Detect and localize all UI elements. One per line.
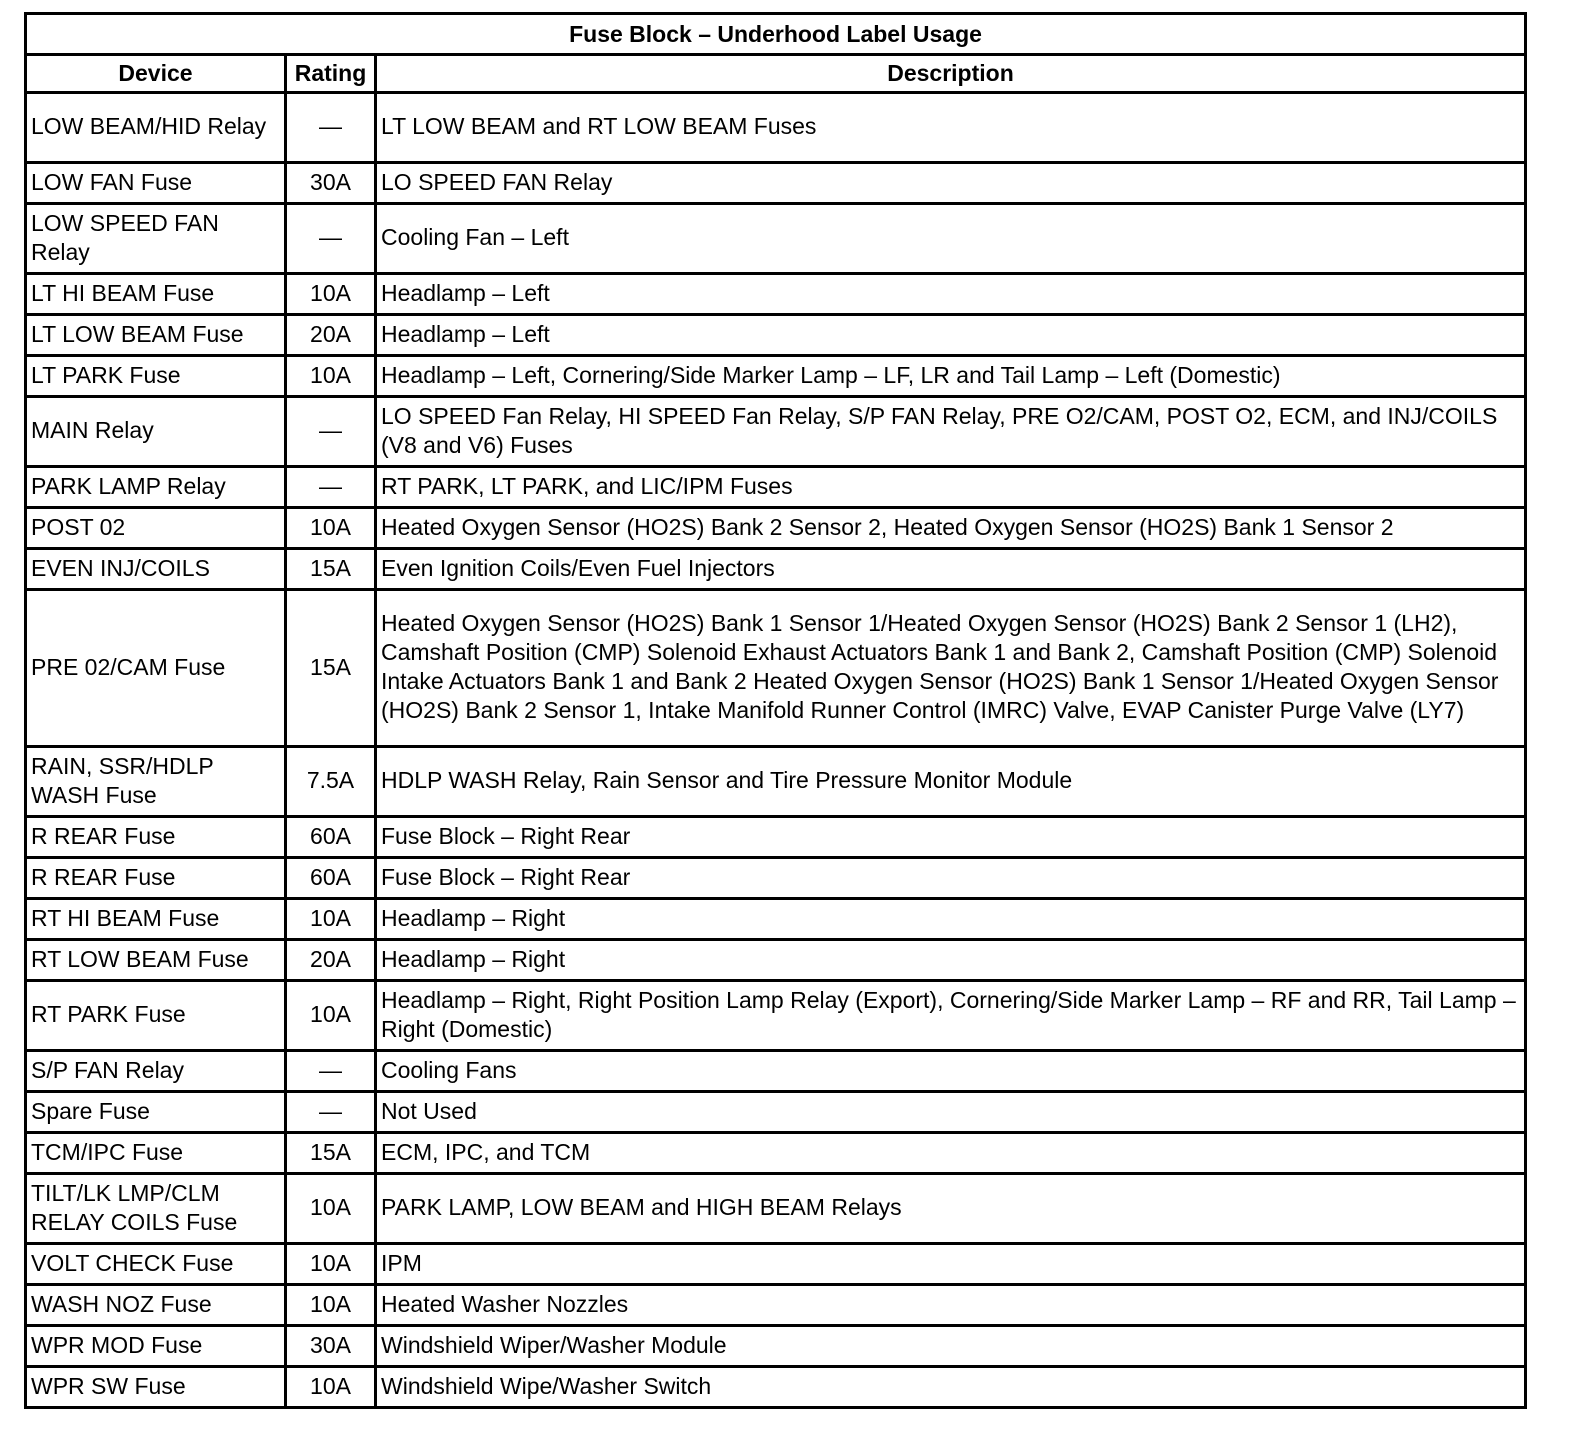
description-cell: Heated Oxygen Sensor (HO2S) Bank 2 Sensor 2, Heated Oxygen Sensor (HO2S) Bank 1 Sensor 2 bbox=[376, 508, 1526, 549]
rating-cell: — bbox=[286, 1092, 376, 1133]
device-cell: RT PARK Fuse bbox=[26, 981, 286, 1051]
table-row bbox=[26, 356, 1526, 397]
device-cell: R REAR Fuse bbox=[26, 858, 286, 899]
column-header-row bbox=[26, 55, 1526, 93]
fuse-usage-table bbox=[24, 12, 1527, 1409]
description-cell: Windshield Wipe/Washer Switch bbox=[376, 1367, 1526, 1408]
rating-cell: 20A bbox=[286, 940, 376, 981]
rating-cell: 10A bbox=[286, 1367, 376, 1408]
table-row bbox=[26, 1174, 1526, 1244]
device-cell: RT HI BEAM Fuse bbox=[26, 899, 286, 940]
rating-cell: — bbox=[286, 397, 376, 467]
description-cell: ECM, IPC, and TCM bbox=[376, 1133, 1526, 1174]
device-cell: LOW BEAM/HID Relay bbox=[26, 93, 286, 163]
table-row bbox=[26, 1244, 1526, 1285]
table-row bbox=[26, 163, 1526, 204]
table-row bbox=[26, 1285, 1526, 1326]
table-row bbox=[26, 899, 1526, 940]
device-cell: WPR MOD Fuse bbox=[26, 1326, 286, 1367]
description-cell: Headlamp – Right bbox=[376, 940, 1526, 981]
table-row bbox=[26, 315, 1526, 356]
table-row bbox=[26, 858, 1526, 899]
rating-cell: 20A bbox=[286, 315, 376, 356]
table-row bbox=[26, 274, 1526, 315]
table-row bbox=[26, 981, 1526, 1051]
table-row bbox=[26, 1367, 1526, 1408]
table-row bbox=[26, 817, 1526, 858]
rating-cell: — bbox=[286, 467, 376, 508]
rating-cell: 15A bbox=[286, 1133, 376, 1174]
rating-cell: 15A bbox=[286, 549, 376, 590]
description-cell: LT LOW BEAM and RT LOW BEAM Fuses bbox=[376, 93, 1526, 163]
description-cell: IPM bbox=[376, 1244, 1526, 1285]
rating-cell: 7.5A bbox=[286, 747, 376, 817]
device-cell: PRE 02/CAM Fuse bbox=[26, 590, 286, 747]
rating-cell: 10A bbox=[286, 508, 376, 549]
device-cell: RAIN, SSR/HDLP WASH Fuse bbox=[26, 747, 286, 817]
description-cell: Headlamp – Right bbox=[376, 899, 1526, 940]
table-row bbox=[26, 1051, 1526, 1092]
description-cell: LO SPEED Fan Relay, HI SPEED Fan Relay, S/P FAN Relay, PRE O2/CAM, POST O2, ECM, and INJ/COILS (V8 and V6) Fuses bbox=[376, 397, 1526, 467]
description-cell: Heated Oxygen Sensor (HO2S) Bank 1 Sensor 1/Heated Oxygen Sensor (HO2S) Bank 2 Sensor 1 (LH2), Camshaft Position (CMP) Solenoid Exhaust Actuators Bank 1 and Bank 2, Camshaft Position (CMP) Solenoid Intake Actuators Bank 1 and Bank 2 Heated Oxygen Sensor (HO2S) Bank 1 Sensor 1/Heated Oxygen Sensor (HO2S) Bank 2 Sensor 1, Intake Manifold Runner Control (IMRC) Valve, EVAP Canister Purge Valve (LY7) bbox=[376, 590, 1526, 747]
rating-cell: — bbox=[286, 1051, 376, 1092]
table-title: Fuse Block – Underhood Label Usage bbox=[26, 14, 1526, 55]
description-cell: PARK LAMP, LOW BEAM and HIGH BEAM Relays bbox=[376, 1174, 1526, 1244]
device-cell: WPR SW Fuse bbox=[26, 1367, 286, 1408]
description-cell: Cooling Fans bbox=[376, 1051, 1526, 1092]
description-cell: Windshield Wiper/Washer Module bbox=[376, 1326, 1526, 1367]
column-header-rating: Rating bbox=[286, 55, 376, 93]
device-cell: LOW FAN Fuse bbox=[26, 163, 286, 204]
description-cell: Fuse Block – Right Rear bbox=[376, 817, 1526, 858]
table-row bbox=[26, 467, 1526, 508]
rating-cell: 30A bbox=[286, 1326, 376, 1367]
device-cell: PARK LAMP Relay bbox=[26, 467, 286, 508]
column-header-device: Device bbox=[26, 55, 286, 93]
device-cell: MAIN Relay bbox=[26, 397, 286, 467]
table-row bbox=[26, 590, 1526, 747]
rating-cell: 10A bbox=[286, 274, 376, 315]
device-cell: Spare Fuse bbox=[26, 1092, 286, 1133]
device-cell: LT LOW BEAM Fuse bbox=[26, 315, 286, 356]
device-cell: TILT/LK LMP/CLM RELAY COILS Fuse bbox=[26, 1174, 286, 1244]
rating-cell: 30A bbox=[286, 163, 376, 204]
rating-cell: 10A bbox=[286, 1244, 376, 1285]
rating-cell: 10A bbox=[286, 356, 376, 397]
description-cell: Headlamp – Right, Right Position Lamp Relay (Export), Cornering/Side Marker Lamp – RF and RR, Tail Lamp – Right (Domestic) bbox=[376, 981, 1526, 1051]
table-row bbox=[26, 1326, 1526, 1367]
description-cell: RT PARK, LT PARK, and LIC/IPM Fuses bbox=[376, 467, 1526, 508]
description-cell: Cooling Fan – Left bbox=[376, 204, 1526, 274]
description-cell: HDLP WASH Relay, Rain Sensor and Tire Pressure Monitor Module bbox=[376, 747, 1526, 817]
rating-cell: 60A bbox=[286, 858, 376, 899]
table-title-row bbox=[26, 14, 1526, 55]
description-cell: Headlamp – Left bbox=[376, 315, 1526, 356]
table-row bbox=[26, 93, 1526, 163]
description-cell: Not Used bbox=[376, 1092, 1526, 1133]
rating-cell: 60A bbox=[286, 817, 376, 858]
rating-cell: — bbox=[286, 93, 376, 163]
rating-cell: 10A bbox=[286, 981, 376, 1051]
table-row bbox=[26, 1133, 1526, 1174]
device-cell: EVEN INJ/COILS bbox=[26, 549, 286, 590]
device-cell: POST 02 bbox=[26, 508, 286, 549]
column-header-description: Description bbox=[376, 55, 1526, 93]
rating-cell: 10A bbox=[286, 1285, 376, 1326]
description-cell: Heated Washer Nozzles bbox=[376, 1285, 1526, 1326]
device-cell: R REAR Fuse bbox=[26, 817, 286, 858]
description-cell: LO SPEED FAN Relay bbox=[376, 163, 1526, 204]
device-cell: WASH NOZ Fuse bbox=[26, 1285, 286, 1326]
rating-cell: 10A bbox=[286, 899, 376, 940]
rating-cell: — bbox=[286, 204, 376, 274]
rating-cell: 15A bbox=[286, 590, 376, 747]
description-cell: Headlamp – Left bbox=[376, 274, 1526, 315]
table-row bbox=[26, 508, 1526, 549]
device-cell: RT LOW BEAM Fuse bbox=[26, 940, 286, 981]
fuse-table-container bbox=[24, 12, 1524, 1409]
table-row bbox=[26, 549, 1526, 590]
device-cell: TCM/IPC Fuse bbox=[26, 1133, 286, 1174]
rating-cell: 10A bbox=[286, 1174, 376, 1244]
device-cell: VOLT CHECK Fuse bbox=[26, 1244, 286, 1285]
device-cell: LOW SPEED FAN Relay bbox=[26, 204, 286, 274]
table-row bbox=[26, 204, 1526, 274]
device-cell: LT HI BEAM Fuse bbox=[26, 274, 286, 315]
table-row bbox=[26, 940, 1526, 981]
table-row bbox=[26, 397, 1526, 467]
description-cell: Headlamp – Left, Cornering/Side Marker Lamp – LF, LR and Tail Lamp – Left (Domestic) bbox=[376, 356, 1526, 397]
table-row bbox=[26, 1092, 1526, 1133]
description-cell: Even Ignition Coils/Even Fuel Injectors bbox=[376, 549, 1526, 590]
device-cell: LT PARK Fuse bbox=[26, 356, 286, 397]
device-cell: S/P FAN Relay bbox=[26, 1051, 286, 1092]
table-row bbox=[26, 747, 1526, 817]
description-cell: Fuse Block – Right Rear bbox=[376, 858, 1526, 899]
